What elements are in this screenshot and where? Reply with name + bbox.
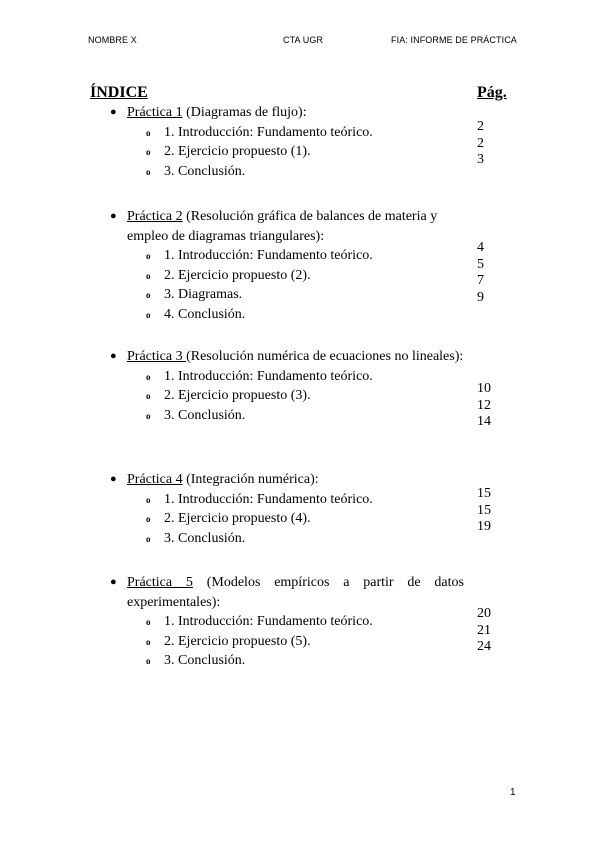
section-description: (Diagramas de flujo): (182, 105, 307, 120)
toc-page-number: 19 (477, 519, 491, 534)
sub-bullet-icon: o (146, 514, 151, 524)
toc-page-number: 12 (477, 398, 491, 413)
toc-page-number: 24 (477, 639, 491, 654)
toc-item-label: 2. Ejercicio propuesto (1). (164, 144, 311, 159)
sub-bullet-icon: o (146, 410, 151, 421)
section-link[interactable]: Práctica 2 (127, 209, 183, 224)
toc-item[interactable] (110, 612, 464, 632)
section-heading (110, 207, 464, 246)
sub-bullet-icon: o (146, 290, 151, 300)
toc-item-label: 1. Introducción: Fundamento teórico. (164, 614, 373, 629)
sub-bullet-icon: o (146, 636, 151, 647)
section-link[interactable]: Práctica 3 (127, 349, 187, 364)
toc-item[interactable] (110, 162, 464, 182)
toc-item-label: 3. Conclusión. (164, 163, 246, 179)
bullet-icon: ● (110, 473, 117, 485)
sub-bullet-icon: o (146, 166, 151, 177)
toc-page-number: 15 (477, 486, 491, 501)
toc-item-label: 4. Conclusión. (164, 306, 246, 322)
toc-item-label: 2. Ejercicio propuesto (3). (164, 388, 311, 403)
sub-bullet-icon: o (146, 617, 151, 627)
footer-page-number: 1 (510, 787, 516, 798)
toc-item-label: 1. Introducción: Fundamento teórico. (164, 491, 373, 507)
section-link[interactable]: Práctica 5 (127, 575, 193, 590)
toc-page-number: 20 (477, 606, 491, 621)
toc-item[interactable] (110, 490, 464, 510)
toc-item-label: 2. Ejercicio propuesto (5). (164, 633, 311, 649)
toc-page-number: 2 (477, 119, 484, 134)
toc-section-5 (110, 573, 464, 671)
toc-item[interactable] (110, 367, 464, 387)
toc-item-label: 1. Introducción: Fundamento teórico. (164, 248, 373, 263)
toc-item[interactable] (110, 509, 464, 529)
bullet-icon: ● (110, 210, 117, 222)
section-description: (Modelos empíricos a partir de datos experimentales): (127, 575, 464, 610)
bullet-icon: ● (110, 576, 117, 588)
toc-item-label: 2. Ejercicio propuesto (4). (164, 511, 311, 526)
toc-page-number: 4 (477, 240, 484, 255)
toc-item-label: 3. Conclusión. (164, 530, 246, 546)
section-description: (Resolución numérica de ecuaciones no lineales): (186, 349, 464, 364)
toc-item-label: 3. Conclusión. (164, 407, 246, 423)
sub-bullet-icon: o (146, 391, 151, 401)
toc-page-number: 5 (477, 257, 484, 272)
toc-section-1 (110, 103, 464, 181)
index-title: ÍNDICE (90, 84, 148, 101)
toc-page-number: 9 (477, 290, 484, 305)
header-document-title: FIA: INFORME DE PRÁCTICA (391, 35, 517, 45)
toc-item-label: 3. Diagramas. (164, 287, 243, 302)
sub-bullet-icon: o (146, 371, 151, 382)
bullet-icon: ● (110, 350, 117, 362)
toc-item-label: 3. Conclusión. (164, 653, 246, 668)
section-link[interactable]: Práctica 1 (127, 105, 183, 120)
toc-section-2 (110, 207, 464, 324)
section-heading (110, 470, 464, 490)
toc-item[interactable] (110, 266, 464, 286)
toc-item[interactable] (110, 142, 464, 162)
toc-page-number: 2 (477, 136, 484, 151)
page-column-title: Pág. (477, 84, 507, 101)
sub-bullet-icon: o (146, 147, 151, 157)
toc-item-label: 1. Introducción: Fundamento teórico. (164, 124, 373, 140)
toc-page-number: 10 (477, 381, 491, 396)
header-author: NOMBRE X (88, 35, 137, 45)
bullet-icon: ● (110, 106, 117, 118)
section-heading (110, 347, 464, 367)
section-link[interactable]: Práctica 4 (127, 472, 183, 487)
sub-bullet-icon: o (146, 127, 151, 138)
toc-page-number: 7 (477, 273, 484, 288)
sub-bullet-icon: o (146, 251, 151, 261)
toc-item[interactable] (110, 406, 464, 426)
toc-item[interactable] (110, 386, 464, 406)
section-description: (Resolución gráfica de balances de materia y empleo de diagramas triangulares): (127, 209, 438, 244)
toc-item[interactable] (110, 305, 464, 325)
sub-bullet-icon: o (146, 494, 151, 505)
toc-page-number: 15 (477, 503, 491, 518)
toc-page-number: 3 (477, 152, 484, 167)
toc-item-label: 1. Introducción: Fundamento teórico. (164, 368, 373, 384)
toc-page-number: 14 (477, 414, 491, 429)
toc-item[interactable] (110, 529, 464, 549)
sub-bullet-icon: o (146, 656, 151, 666)
section-description: (Integración numérica): (182, 472, 319, 487)
toc-item[interactable] (110, 123, 464, 143)
section-heading (110, 573, 464, 612)
sub-bullet-icon: o (146, 309, 151, 320)
toc-item[interactable] (110, 246, 464, 266)
sub-bullet-icon: o (146, 533, 151, 544)
toc-item[interactable] (110, 285, 464, 305)
header-institution: CTA UGR (283, 35, 324, 45)
sub-bullet-icon: o (146, 270, 151, 281)
toc-item-label: 2. Ejercicio propuesto (2). (164, 267, 311, 283)
toc-section-3 (110, 347, 464, 425)
section-heading (110, 103, 464, 123)
toc-page-number: 21 (477, 623, 491, 638)
toc-item[interactable] (110, 632, 464, 652)
toc-section-4 (110, 470, 464, 548)
toc-item[interactable] (110, 651, 464, 671)
